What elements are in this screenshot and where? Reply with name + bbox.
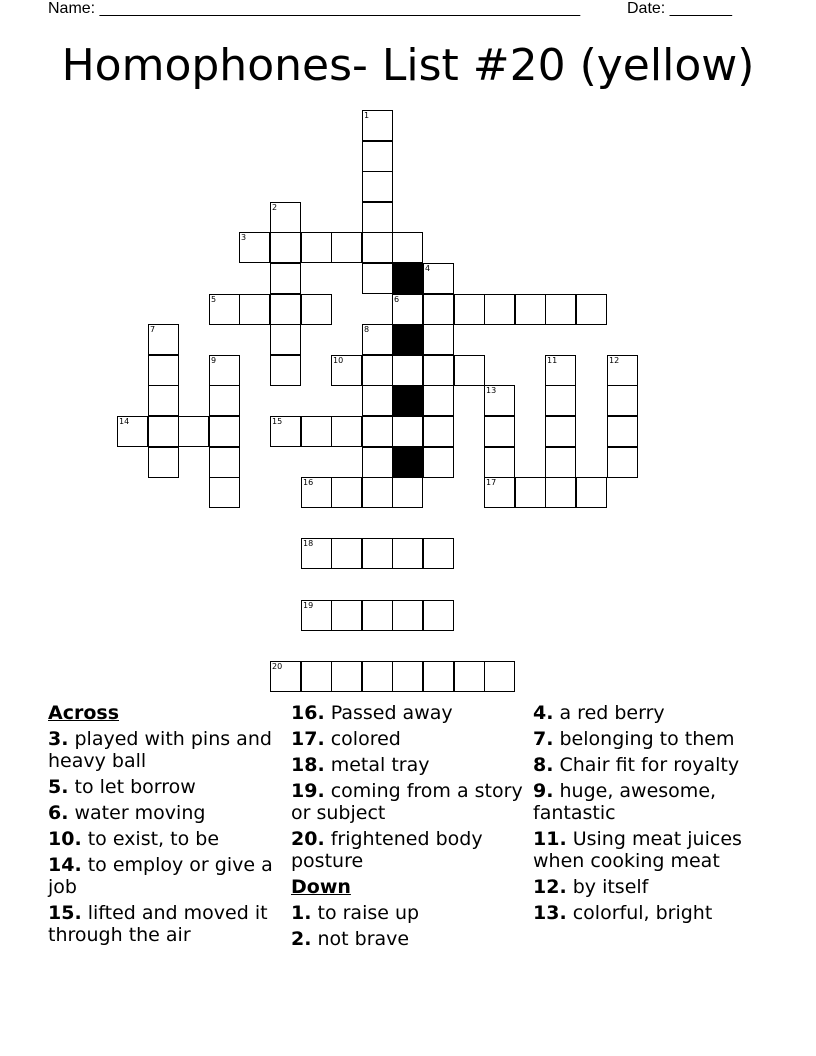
clue-item: [48, 776, 283, 798]
clue-text: lifted and moved it through the air: [48, 902, 268, 946]
crossword-cell[interactable]: [423, 661, 454, 692]
clue-column-3: [533, 702, 768, 928]
clue-number: 7.: [533, 728, 554, 750]
clue-item: [533, 754, 768, 776]
crossword-cell[interactable]: [178, 416, 209, 447]
clue-number: 13.: [533, 902, 567, 924]
crossword-cell[interactable]: [270, 324, 301, 355]
crossword-cell[interactable]: [331, 355, 362, 386]
crossword-cell[interactable]: [392, 477, 423, 508]
clue-number: 11.: [533, 828, 567, 850]
clue-item: [533, 876, 768, 898]
crossword-cell[interactable]: [392, 538, 423, 569]
crossword-cell[interactable]: [331, 416, 362, 447]
crossword-cell[interactable]: [362, 661, 393, 692]
crossword-cell[interactable]: [209, 294, 240, 325]
crossword-cell[interactable]: [209, 447, 240, 478]
clue-number: 8: [364, 325, 370, 334]
crossword-cell[interactable]: [209, 355, 240, 386]
crossword-cell[interactable]: [545, 447, 576, 478]
clue-text: colored: [330, 728, 401, 750]
crossword-cell[interactable]: [362, 171, 393, 202]
clue-text: frightened body posture: [291, 828, 483, 872]
crossword-cell[interactable]: [362, 538, 393, 569]
section-heading-down: Down: [291, 876, 351, 898]
clue-number: 15.: [48, 902, 82, 924]
crossword-cell[interactable]: [423, 385, 454, 416]
crossword-block: [392, 263, 423, 294]
crossword-cell[interactable]: [576, 294, 607, 325]
clue-text: metal tray: [330, 754, 430, 776]
crossword-cell[interactable]: [301, 232, 332, 263]
crossword-cell[interactable]: [515, 477, 546, 508]
crossword-cell[interactable]: [148, 385, 179, 416]
clue-item: [48, 902, 283, 946]
clue-number: 20: [272, 662, 283, 671]
crossword-cell[interactable]: [362, 600, 393, 631]
clue-number: 5: [211, 295, 217, 304]
clue-number: 14.: [48, 854, 82, 876]
crossword-cell[interactable]: [392, 232, 423, 263]
crossword-cell[interactable]: [362, 477, 393, 508]
clue-text: to raise up: [317, 902, 420, 924]
crossword-cell[interactable]: [484, 477, 515, 508]
clue-text: Using meat juices when cooking meat: [533, 828, 742, 872]
clue-text: belonging to them: [559, 728, 735, 750]
crossword-cell[interactable]: [423, 294, 454, 325]
crossword-cell[interactable]: [423, 324, 454, 355]
crossword-cell[interactable]: [301, 661, 332, 692]
clue-item: [291, 780, 526, 824]
clue-text: Passed away: [330, 702, 453, 724]
page-title: Homophones- List #20 (yellow): [61, 40, 755, 91]
crossword-cell[interactable]: [301, 294, 332, 325]
clue-number: 17: [486, 478, 497, 487]
clue-text: a red berry: [559, 702, 665, 724]
crossword-cell[interactable]: [331, 661, 362, 692]
crossword-cell[interactable]: [362, 416, 393, 447]
crossword-cell[interactable]: [270, 416, 301, 447]
crossword-cell[interactable]: [362, 141, 393, 172]
crossword-cell[interactable]: [117, 416, 148, 447]
crossword-cell[interactable]: [484, 661, 515, 692]
crossword-cell[interactable]: [270, 661, 301, 692]
crossword-cell[interactable]: [362, 232, 393, 263]
crossword-cell[interactable]: [270, 202, 301, 233]
crossword-cell[interactable]: [362, 324, 393, 355]
crossword-cell[interactable]: [607, 385, 638, 416]
clue-text: to exist, to be: [87, 828, 220, 850]
clue-number: 19.: [291, 780, 325, 802]
clue-number: 10: [333, 356, 344, 365]
clue-number: 11: [547, 356, 558, 365]
clue-number: 8.: [533, 754, 554, 776]
crossword-cell[interactable]: [576, 477, 607, 508]
crossword-cell[interactable]: [239, 232, 270, 263]
clue-number: 13: [486, 386, 497, 395]
clue-number: 18: [303, 539, 314, 548]
clue-item: [291, 702, 526, 724]
clue-number: 15: [272, 417, 283, 426]
clue-item: [291, 928, 526, 950]
crossword-cell[interactable]: [362, 110, 393, 141]
clue-number: 19: [303, 601, 314, 610]
crossword-cell[interactable]: [423, 416, 454, 447]
crossword-cell[interactable]: [209, 416, 240, 447]
crossword-cell[interactable]: [392, 661, 423, 692]
clue-item: [533, 702, 768, 724]
clue-number: 4.: [533, 702, 554, 724]
crossword-cell[interactable]: [301, 416, 332, 447]
crossword-cell[interactable]: [331, 477, 362, 508]
clue-column-1: [48, 702, 283, 950]
crossword-cell[interactable]: [607, 447, 638, 478]
crossword-cell[interactable]: [484, 385, 515, 416]
clue-text: coming from a story or subject: [291, 780, 523, 824]
crossword-cell[interactable]: [454, 355, 485, 386]
clue-number: 12: [609, 356, 620, 365]
clue-number: 18.: [291, 754, 325, 776]
crossword-cell[interactable]: [270, 263, 301, 294]
clue-item: [291, 828, 526, 872]
crossword-cell[interactable]: [362, 447, 393, 478]
crossword-cell[interactable]: [209, 385, 240, 416]
crossword-cell[interactable]: [423, 263, 454, 294]
clue-number: 9.: [533, 780, 554, 802]
clue-number: 4: [425, 264, 431, 273]
clue-text: not brave: [317, 928, 410, 950]
name-field-label: Name: ______________________________________________________: [48, 0, 581, 17]
clue-number: 6: [394, 295, 400, 304]
crossword-cell[interactable]: [423, 600, 454, 631]
crossword-cell[interactable]: [148, 416, 179, 447]
clue-text: Chair fit for royalty: [559, 754, 740, 776]
clue-item: [291, 728, 526, 750]
crossword-cell[interactable]: [239, 294, 270, 325]
crossword-cell[interactable]: [545, 477, 576, 508]
crossword-cell[interactable]: [545, 355, 576, 386]
clue-column-2: [291, 702, 526, 954]
clue-item: [48, 828, 283, 850]
crossword-cell[interactable]: [331, 538, 362, 569]
crossword-cell[interactable]: [301, 538, 332, 569]
clue-number: 1: [364, 111, 370, 120]
crossword-cell[interactable]: [148, 355, 179, 386]
crossword-block: [392, 385, 423, 416]
crossword-cell[interactable]: [362, 385, 393, 416]
crossword-cell[interactable]: [545, 385, 576, 416]
crossword-cell[interactable]: [392, 416, 423, 447]
clue-text: colorful, bright: [572, 902, 713, 924]
crossword-cell[interactable]: [270, 355, 301, 386]
crossword-cell[interactable]: [392, 294, 423, 325]
clue-number: 6.: [48, 802, 69, 824]
clue-text: water moving: [74, 802, 206, 824]
crossword-cell[interactable]: [148, 447, 179, 478]
crossword-cell[interactable]: [270, 232, 301, 263]
crossword-cell[interactable]: [423, 538, 454, 569]
crossword-cell[interactable]: [607, 416, 638, 447]
crossword-cell[interactable]: [362, 202, 393, 233]
crossword-cell[interactable]: [607, 355, 638, 386]
clue-number: 16: [303, 478, 314, 487]
crossword-cell[interactable]: [484, 416, 515, 447]
crossword-block: [392, 324, 423, 355]
clue-item: [48, 802, 283, 824]
clue-item: [291, 754, 526, 776]
clue-text: to employ or give a job: [48, 854, 273, 898]
crossword-cell[interactable]: [454, 294, 485, 325]
crossword-cell[interactable]: [515, 294, 546, 325]
crossword-cell[interactable]: [423, 447, 454, 478]
clue-item: [291, 902, 526, 924]
crossword-cell[interactable]: [392, 355, 423, 386]
clue-text: by itself: [572, 876, 649, 898]
crossword-cell[interactable]: [484, 447, 515, 478]
clue-number: 1.: [291, 902, 312, 924]
crossword-cell[interactable]: [331, 232, 362, 263]
crossword-cell[interactable]: [148, 324, 179, 355]
clue-text: huge, awesome, fantastic: [533, 780, 717, 824]
clue-text: played with pins and heavy ball: [48, 728, 272, 772]
clue-text: to let borrow: [74, 776, 196, 798]
crossword-cell[interactable]: [362, 355, 393, 386]
section-heading-across: Across: [48, 702, 120, 724]
clue-number: 7: [150, 325, 156, 334]
crossword-cell[interactable]: [270, 294, 301, 325]
clue-number: 2.: [291, 928, 312, 950]
crossword-cell[interactable]: [392, 600, 423, 631]
crossword-cell[interactable]: [331, 600, 362, 631]
clue-item: [533, 902, 768, 924]
crossword-cell[interactable]: [545, 416, 576, 447]
clue-number: 9: [211, 356, 217, 365]
clue-number: 16.: [291, 702, 325, 724]
clue-item: [533, 780, 768, 824]
crossword-cell[interactable]: [301, 600, 332, 631]
clue-item: [48, 728, 283, 772]
clue-number: 2: [272, 203, 278, 212]
crossword-cell[interactable]: [545, 294, 576, 325]
crossword-block: [392, 447, 423, 478]
clue-number: 20.: [291, 828, 325, 850]
clue-number: 17.: [291, 728, 325, 750]
clue-number: 12.: [533, 876, 567, 898]
clue-number: 3: [241, 233, 247, 242]
crossword-cell[interactable]: [209, 477, 240, 508]
crossword-cell[interactable]: [362, 263, 393, 294]
clue-item: [48, 854, 283, 898]
crossword-cell[interactable]: [454, 661, 485, 692]
clue-number: 3.: [48, 728, 69, 750]
clue-item: [533, 728, 768, 750]
crossword-cell[interactable]: [484, 294, 515, 325]
date-field-label: Date: _______: [627, 0, 732, 17]
crossword-cell[interactable]: [301, 477, 332, 508]
clue-number: 10.: [48, 828, 82, 850]
clue-number: 5.: [48, 776, 69, 798]
clue-item: [533, 828, 768, 872]
clue-number: 14: [119, 417, 130, 426]
crossword-cell[interactable]: [423, 355, 454, 386]
